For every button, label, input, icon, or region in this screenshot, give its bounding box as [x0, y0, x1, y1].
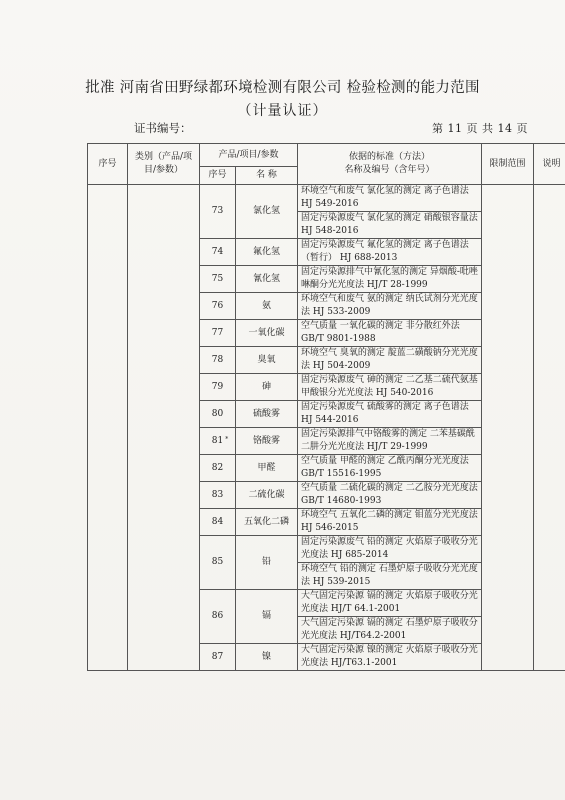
item-number-text: 80: [211, 408, 224, 419]
document-title: 批准 河南省田野绿都环境检测有限公司 检验检测的能力范围: [85, 80, 480, 96]
item-name: 铬酸雾: [236, 428, 298, 455]
item-number-text: 74: [211, 246, 224, 257]
item-number: [200, 455, 236, 482]
item-number-text: 73: [211, 206, 224, 216]
item-number-text: 79: [211, 381, 224, 392]
item-number: [200, 374, 236, 401]
item-name: 砷: [236, 374, 298, 401]
item-number-text: 85: [211, 557, 224, 567]
item-number: [200, 428, 236, 455]
standard-cell: 固定污染源排气中氰化氢的测定 异烟酸-吡唑啉酮分光光度法 HJ/T 28-1999: [298, 266, 482, 293]
standard-cell: 环境空气和废气 氯化氢的测定 离子色谱法 HJ 549-2016: [298, 185, 482, 212]
standard-cell: 空气质量 甲醛的测定 乙酰丙酮分光光度法 GB/T 15516-1995: [298, 455, 482, 482]
header-standard-line2: 名称及编号（含年号）: [344, 165, 435, 175]
capability-table: [87, 143, 565, 671]
item-number-text: 84: [211, 516, 224, 527]
standard-cell: 固定污染源废气 硫酸雾的测定 离子色谱法 HJ 544-2016: [298, 401, 482, 428]
note-cell: [534, 185, 565, 671]
standard-cell: 环境空气 铅的测定 石墨炉原子吸收分光光度法 HJ 539-2015: [298, 563, 482, 590]
standard-cell: 空气质量 二硫化碳的测定 二乙胺分光光度法 GB/T 14680-1993: [298, 482, 482, 509]
item-number: [200, 266, 236, 293]
item-name: 五氧化二磷: [236, 509, 298, 536]
standard-cell: 固定污染源排气中铬酸雾的测定 二苯基碳酰二肼分光光度法 HJ/T 29-1999: [298, 428, 482, 455]
item-number: [200, 401, 236, 428]
item-name: 硫酸雾: [236, 401, 298, 428]
header-seq: 序号: [88, 144, 128, 185]
table-row: [88, 185, 565, 212]
standard-cell: 大气固定污染源 镉的测定 石墨炉原子吸收分光光度法 HJ/T64.2-2001: [298, 617, 482, 644]
certificate-number-label: 证书编号：: [134, 121, 192, 135]
item-number: [200, 644, 236, 671]
standard-cell: 固定污染源废气 铅的测定 火焰原子吸收分光光度法 HJ 685-2014: [298, 536, 482, 563]
item-name: 甲醛: [236, 455, 298, 482]
item-name: 氟化氢: [236, 239, 298, 266]
category-cell: [128, 185, 200, 671]
item-number-text: 87: [211, 651, 224, 662]
item-mark: *: [225, 435, 229, 443]
item-number: [200, 239, 236, 266]
header-standard-line1: 依据的标准（方法）: [349, 152, 431, 162]
item-number-text: 83: [211, 489, 224, 500]
page-number: 第 11 页 共 14 页: [432, 122, 528, 135]
standard-cell: 大气固定污染源 镉的测定 火焰原子吸收分光光度法 HJ/T 64.1-2001: [298, 590, 482, 617]
item-name: 镉: [236, 590, 298, 644]
item-name: 氯化氢: [236, 185, 298, 239]
header-sub-name: 名 称: [236, 167, 298, 185]
item-name: 氨: [236, 293, 298, 320]
item-number-text: 81 *: [212, 436, 223, 446]
header-product-group: 产品/项目/参数: [200, 144, 298, 167]
item-number-text: 75: [211, 273, 224, 284]
item-name: 臭氧: [236, 347, 298, 374]
item-number-text: 86: [211, 611, 224, 621]
item-name: 氰化氢: [236, 266, 298, 293]
item-number-text: 82: [211, 462, 224, 473]
table-body: [88, 185, 565, 671]
item-number: [200, 293, 236, 320]
item-number: [200, 509, 236, 536]
item-number-text: 77: [211, 327, 224, 338]
item-number: [200, 590, 236, 644]
header-note: 说明: [534, 144, 565, 185]
item-number-text: 76: [211, 300, 224, 311]
standard-cell: 固定污染源废气 氟化氢的测定 离子色谱法（暂行） HJ 688-2013: [298, 239, 482, 266]
item-number: [200, 482, 236, 509]
standard-cell: 环境空气和废气 氨的测定 纳氏试剂分光光度法 HJ 533-2009: [298, 293, 482, 320]
header-sub-seq: 序号: [200, 167, 236, 185]
seq-cell: [88, 185, 128, 671]
item-name: 镍: [236, 644, 298, 671]
item-number: [200, 185, 236, 239]
item-number-text: 78: [211, 354, 224, 365]
limit-cell: [482, 185, 534, 671]
standard-cell: 固定污染源废气 氯化氢的测定 硝酸银容量法 HJ 548-2016: [298, 212, 482, 239]
item-number: [200, 347, 236, 374]
standard-cell: 环境空气 臭氧的测定 靛蓝二磺酸钠分光光度法 HJ 504-2009: [298, 347, 482, 374]
standard-cell: 环境空气 五氧化二磷的测定 钼蓝分光光度法 HJ 546-2015: [298, 509, 482, 536]
header-limit: 限制范围: [482, 144, 534, 185]
header-standard: [298, 144, 482, 185]
item-number: [200, 320, 236, 347]
item-number: [200, 536, 236, 590]
document-subtitle: （计量认证）: [237, 103, 328, 119]
item-name: 二硫化碳: [236, 482, 298, 509]
standard-cell: 空气质量 一氧化碳的测定 非分散红外法 GB/T 9801-1988: [298, 320, 482, 347]
header-category: 类别（产品/项目/参数）: [128, 144, 200, 185]
standard-cell: 大气固定污染源 镍的测定 火焰原子吸收分光光度法 HJ/T63.1-2001: [298, 644, 482, 671]
item-name: 铅: [236, 536, 298, 590]
standard-cell: 固定污染源废气 砷的测定 二乙基二硫代氨基甲酸银分光光度法 HJ 540-2016: [298, 374, 482, 401]
item-name: 一氧化碳: [236, 320, 298, 347]
